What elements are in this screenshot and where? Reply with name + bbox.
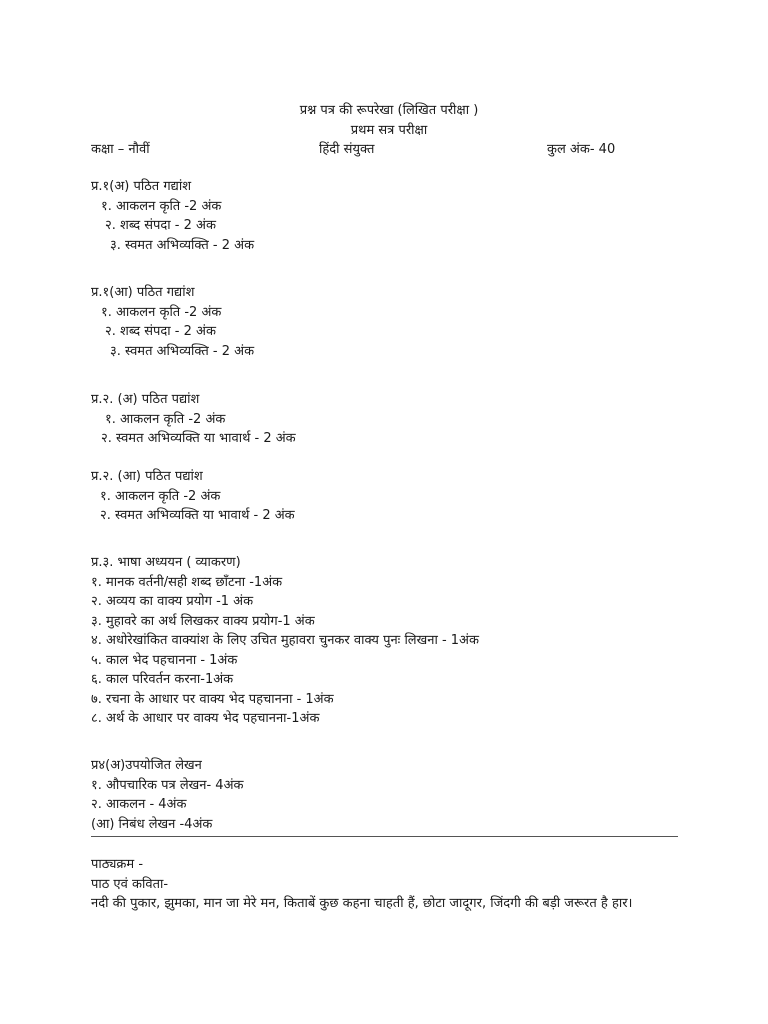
syllabus-block <box>91 855 681 914</box>
section-heading: प्र.२. (अ) पठित पद्यांश <box>91 392 200 407</box>
section-q1b <box>91 283 254 361</box>
divider-line <box>91 836 678 837</box>
section-heading: प्र.१(अ) पठित गद्यांश <box>91 179 192 194</box>
section-q1a <box>91 177 254 255</box>
section-item: १. आकलन कृति -2 अंक <box>100 488 221 504</box>
exam-meta-row <box>91 140 651 160</box>
page-title: प्रश्न पत्र की रूपरेखा (लिखित परीक्षा ) <box>299 103 479 118</box>
class-label: कक्षा – नौवीं <box>91 142 150 157</box>
section-item: ८. अर्थ के आधार पर वाक्य भेद पहचानना-1अंक <box>91 711 320 726</box>
document-header <box>0 101 768 141</box>
section-heading: प्र४(अ)उपयोजित लेखन <box>91 758 202 773</box>
section-q2a <box>91 390 296 449</box>
section-item: ६. काल परिवर्तन करना-1अंक <box>91 672 234 687</box>
section-item: ४. अधोरेखांकित वाक्यांश के लिए उचित मुहावरा चुनकर वाक्य पुनः लिखना - 1अंक <box>91 633 479 648</box>
section-item: ७. रचना के आधार पर वाक्य भेद पहचानना - 1अंक <box>91 691 334 707</box>
section-item: २. अव्यय का वाक्य प्रयोग -1 अंक <box>91 594 254 609</box>
section-q2b <box>91 467 295 526</box>
section-heading: प्र.१(आ) पठित गद्यांश <box>91 285 195 300</box>
section-item: ३. स्वमत अभिव्यक्ति - 2 अंक <box>110 237 255 253</box>
section-item: ५. काल भेद पहचानना - 1अंक <box>91 652 238 668</box>
section-item: २. शब्द संपदा - 2 अंक <box>105 218 216 233</box>
page-subtitle: प्रथम सत्र परीक्षा <box>350 123 428 138</box>
section-heading: प्र.२. (आ) पठित पद्यांश <box>91 469 203 484</box>
syllabus-heading: पाठ्यक्रम - <box>91 857 144 872</box>
total-marks-label: कुल अंक- 40 <box>547 142 616 157</box>
section-item: २. स्वमत अभिव्यक्ति या भावार्थ - 2 अंक <box>101 431 296 446</box>
syllabus-subheading: पाठ एवं कविता- <box>91 876 169 892</box>
section-item: २. स्वमत अभिव्यक्ति या भावार्थ - 2 अंक <box>100 508 295 523</box>
section-item: १. आकलन कृति -2 अंक <box>101 304 222 320</box>
section-q3-grammar <box>91 553 479 729</box>
section-item: १. आकलन कृति -2 अंक <box>101 198 222 214</box>
section-item: ३. मुहावरे का अर्थ लिखकर वाक्य प्रयोग-1 अंक <box>91 613 315 629</box>
syllabus-lesson-list: नदी की पुकार, झुमका, मान जा मेरे मन, किताबें कुछ कहना चाहती हैं, छोटा जादूगर, जिंदगी की बड़ी जरूरत है हार। <box>91 896 633 911</box>
section-item: (आ) निबंध लेखन -4अंक <box>91 816 213 832</box>
section-item: १. औपचारिक पत्र लेखन- 4अंक <box>91 777 244 793</box>
section-item: १. आकलन कृति -2 अंक <box>105 411 226 427</box>
section-item: २. शब्द संपदा - 2 अंक <box>105 324 216 339</box>
section-item: १. मानक वर्तनी/सही शब्द छाँटना -1अंक <box>91 574 283 590</box>
section-item: ३. स्वमत अभिव्यक्ति - 2 अंक <box>110 343 255 359</box>
section-q4-writing <box>91 756 244 834</box>
subject-label: हिंदी संयुक्त <box>319 142 375 157</box>
section-item: २. आकलन - 4अंक <box>91 797 187 812</box>
section-heading: प्र.३. भाषा अध्ययन ( व्याकरण) <box>91 555 241 570</box>
